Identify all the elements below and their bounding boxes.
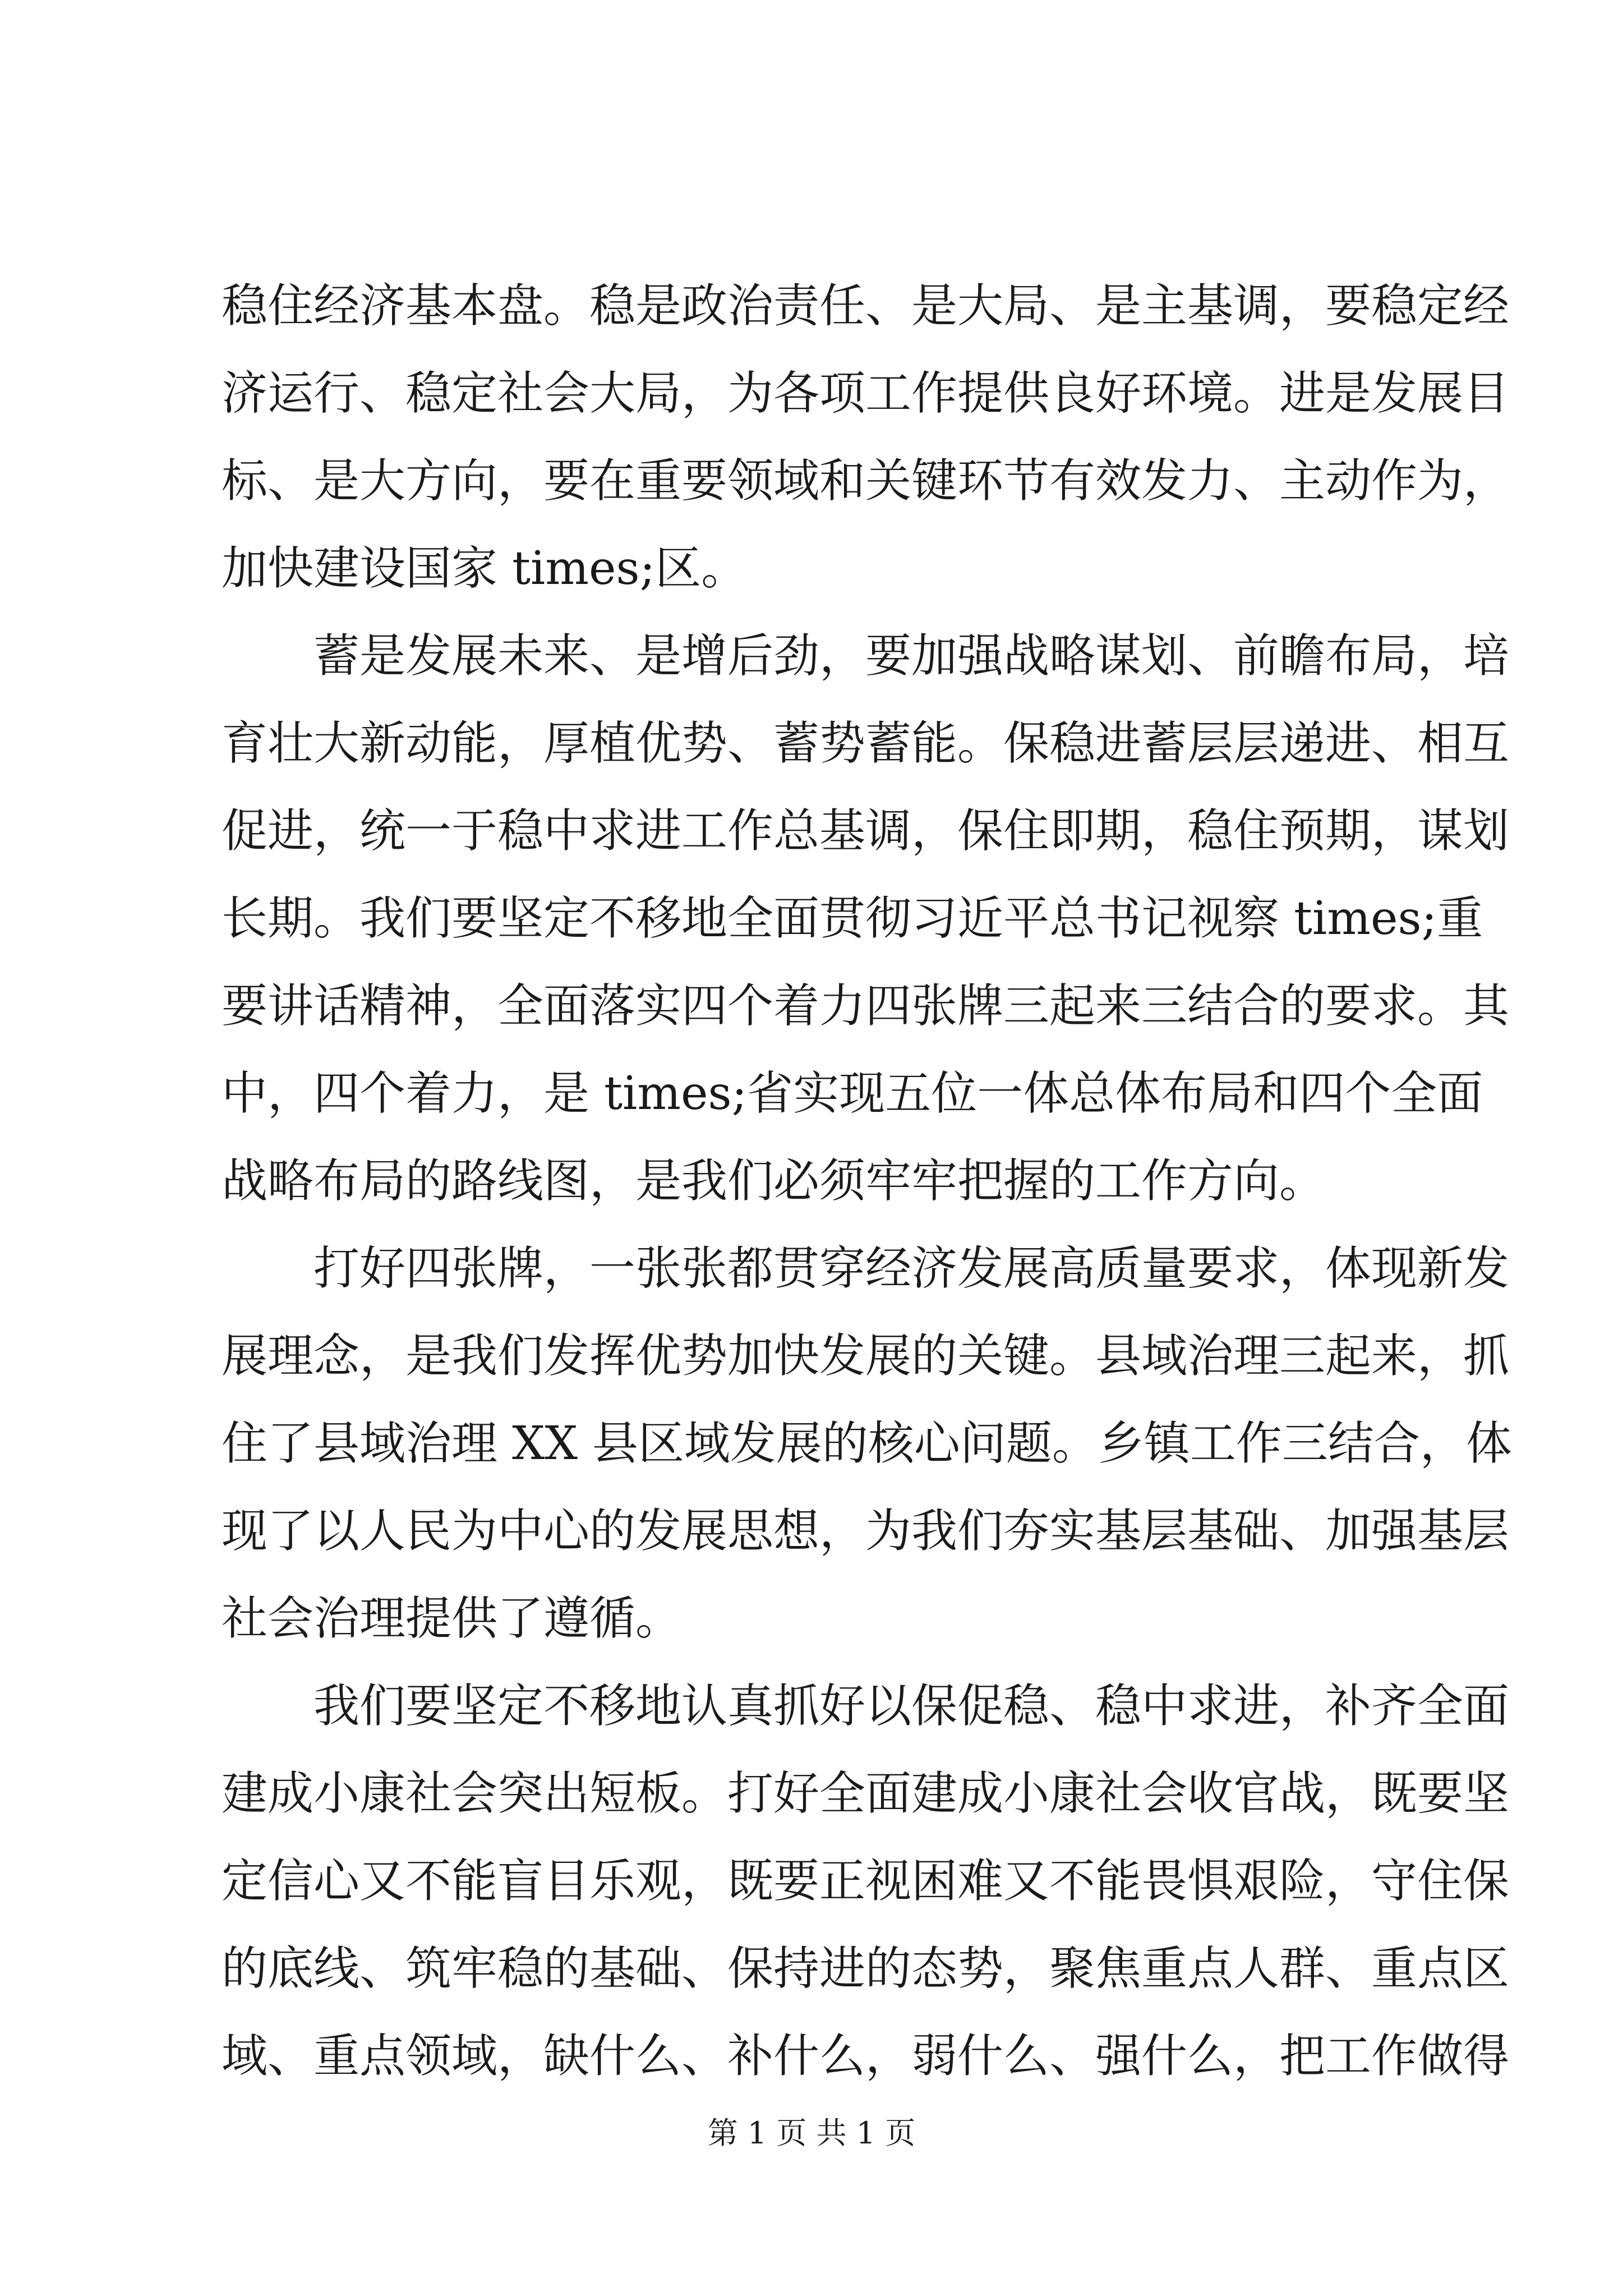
text-line: 战略布局的路线图，是我们必须牢牢把握的工作方向。 <box>222 1154 1326 1208</box>
text-line: 住了县域治理 XX 县区域发展的核心问题。乡镇工作三结合，体 <box>222 1417 1512 1470</box>
text-line: 域、重点领域，缺什么、补什么，弱什么、强什么，把工作做得 <box>222 2030 1510 2083</box>
text-line: 现了以人民为中心的发展思想，为我们夯实基层基础、加强基层 <box>222 1504 1510 1558</box>
text-line: 加快建设国家 times;区。 <box>222 542 748 595</box>
text-line: 定信心又不能盲目乐观，既要正视困难又不能畏惧艰险，守住保 <box>222 1855 1510 1908</box>
paragraph-start-line: 蓄是发展未来、是增后劲，要加强战略谋划、前瞻布局，培 <box>313 629 1510 683</box>
paragraph-start-line: 打好四张牌，一张张都贯穿经济发展高质量要求，体现新发 <box>313 1242 1510 1295</box>
text-line: 促进，统一于稳中求进工作总基调，保住即期，稳住预期，谋划 <box>222 804 1510 858</box>
text-line: 建成小康社会突出短板。打好全面建成小康社会收官战，既要坚 <box>222 1767 1510 1820</box>
text-line: 要讲话精神，全面落实四个着力四张牌三起来三结合的要求。其 <box>222 979 1510 1033</box>
text-line: 社会治理提供了遵循。 <box>222 1592 682 1645</box>
paragraph-start-line: 我们要坚定不移地认真抓好以保促稳、稳中求进，补齐全面 <box>313 1680 1510 1733</box>
text-line: 稳住经济基本盘。稳是政治责任、是大局、是主基调，要稳定经 <box>222 279 1510 333</box>
text-line: 的底线、筑牢稳的基础、保持进的态势，聚焦重点人群、重点区 <box>222 1942 1510 1995</box>
text-line: 育壮大新动能，厚植优势、蓄势蓄能。保稳进蓄层层递进、相互 <box>222 717 1510 770</box>
text-line: 中，四个着力，是 times;省实现五位一体总体布局和四个全面 <box>222 1067 1483 1120</box>
text-line: 标、是大方向，要在重要领域和关键环节有效发力、主动作为， <box>222 454 1510 508</box>
document-body <box>222 263 1512 2100</box>
page-footer: 第 1 页 共 1 页 <box>707 2115 916 2151</box>
text-line: 济运行、稳定社会大局，为各项工作提供良好环境。进是发展目 <box>222 367 1510 420</box>
text-line: 长期。我们要坚定不移地全面贯彻习近平总书记视察 times;重 <box>222 892 1483 945</box>
text-line: 展理念，是我们发挥优势加快发展的关键。县域治理三起来，抓 <box>222 1329 1510 1383</box>
